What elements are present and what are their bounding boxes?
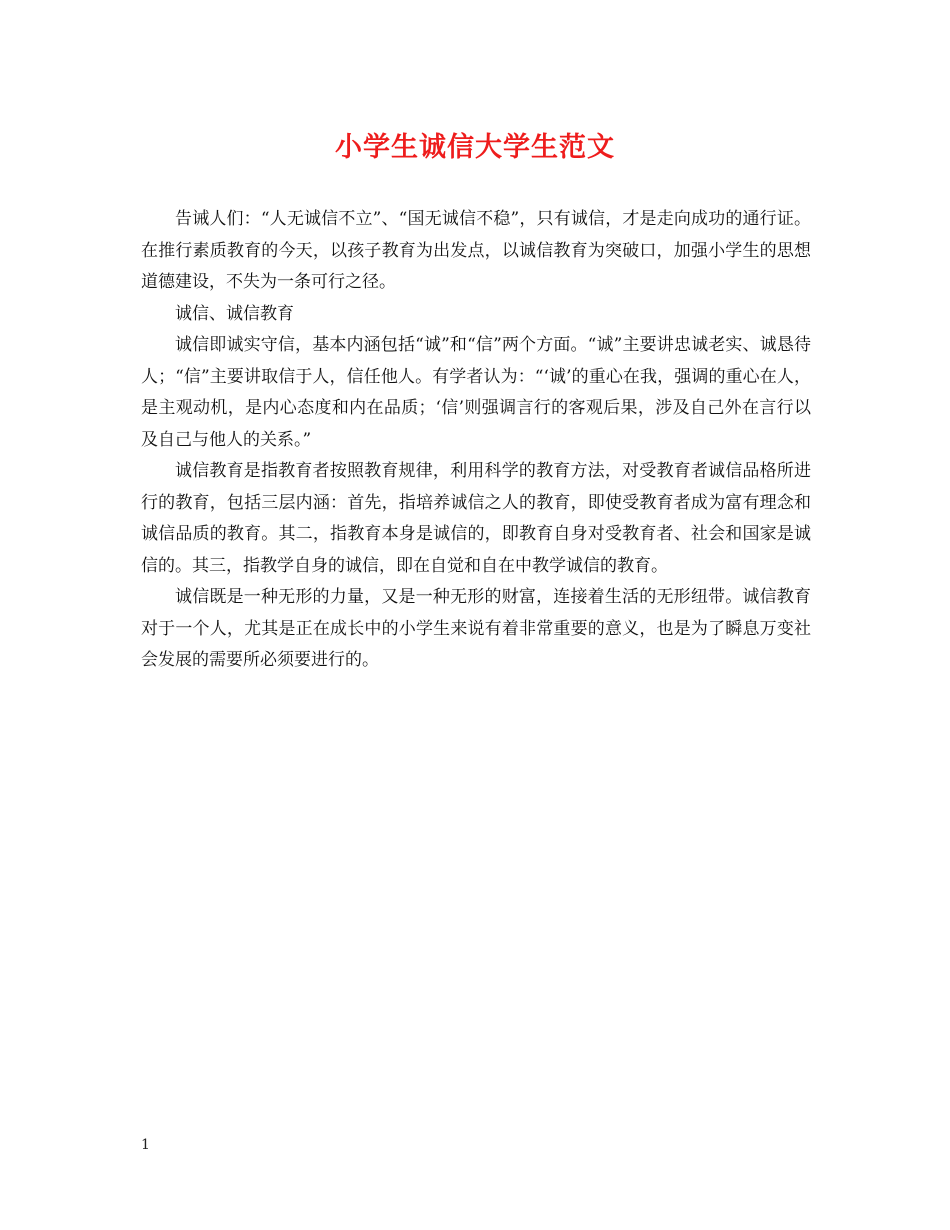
page-number: 1	[141, 1137, 150, 1153]
document-body	[141, 204, 811, 677]
paragraph-definition: 诚信即诚实守信，基本内涵包括“诚”和“信”两个方面。“诚”主要讲忠诚老实、诚恳待人；“信”主要讲取信于人，信任他人。有学者认为：“‘诚’的重心在我，强调的重心在人，是主观动机，是内心态度和内在品质；‘信’则强调言行的客观后果，涉及自己外在言行以及自己与他人的关系。”	[141, 335, 811, 450]
document-title: 小学生诚信大学生范文	[335, 132, 615, 163]
paragraph-education: 诚信教育是指教育者按照教育规律，利用科学的教育方法，对受教育者诚信品格所进行的教育，包括三层内涵：首先，指培养诚信之人的教育，即使受教育者成为富有理念和诚信品质的教育。其二，指教育本身是诚信的，即教育自身对受教育者、社会和国家是诚信的。其三，指教学自身的诚信，即在自觉和自在中教学诚信的教育。	[141, 461, 811, 576]
section-heading: 诚信、诚信教育	[175, 303, 294, 324]
paragraph-intro: 告诫人们：“人无诚信不立”、“国无诚信不稳”，只有诚信，才是走向成功的通行证。在推行素质教育的今天，以孩子教育为出发点，以诚信教育为突破口，加强小学生的思想道德建设，不失为一条可行之径。	[141, 209, 811, 292]
paragraph-significance: 诚信既是一种无形的力量，又是一种无形的财富，连接着生活的无形纽带。诚信教育对于一个人，尤其是正在成长中的小学生来说有着非常重要的意义，也是为了瞬息万变社会发展的需要所必须要进行的。	[141, 587, 811, 670]
